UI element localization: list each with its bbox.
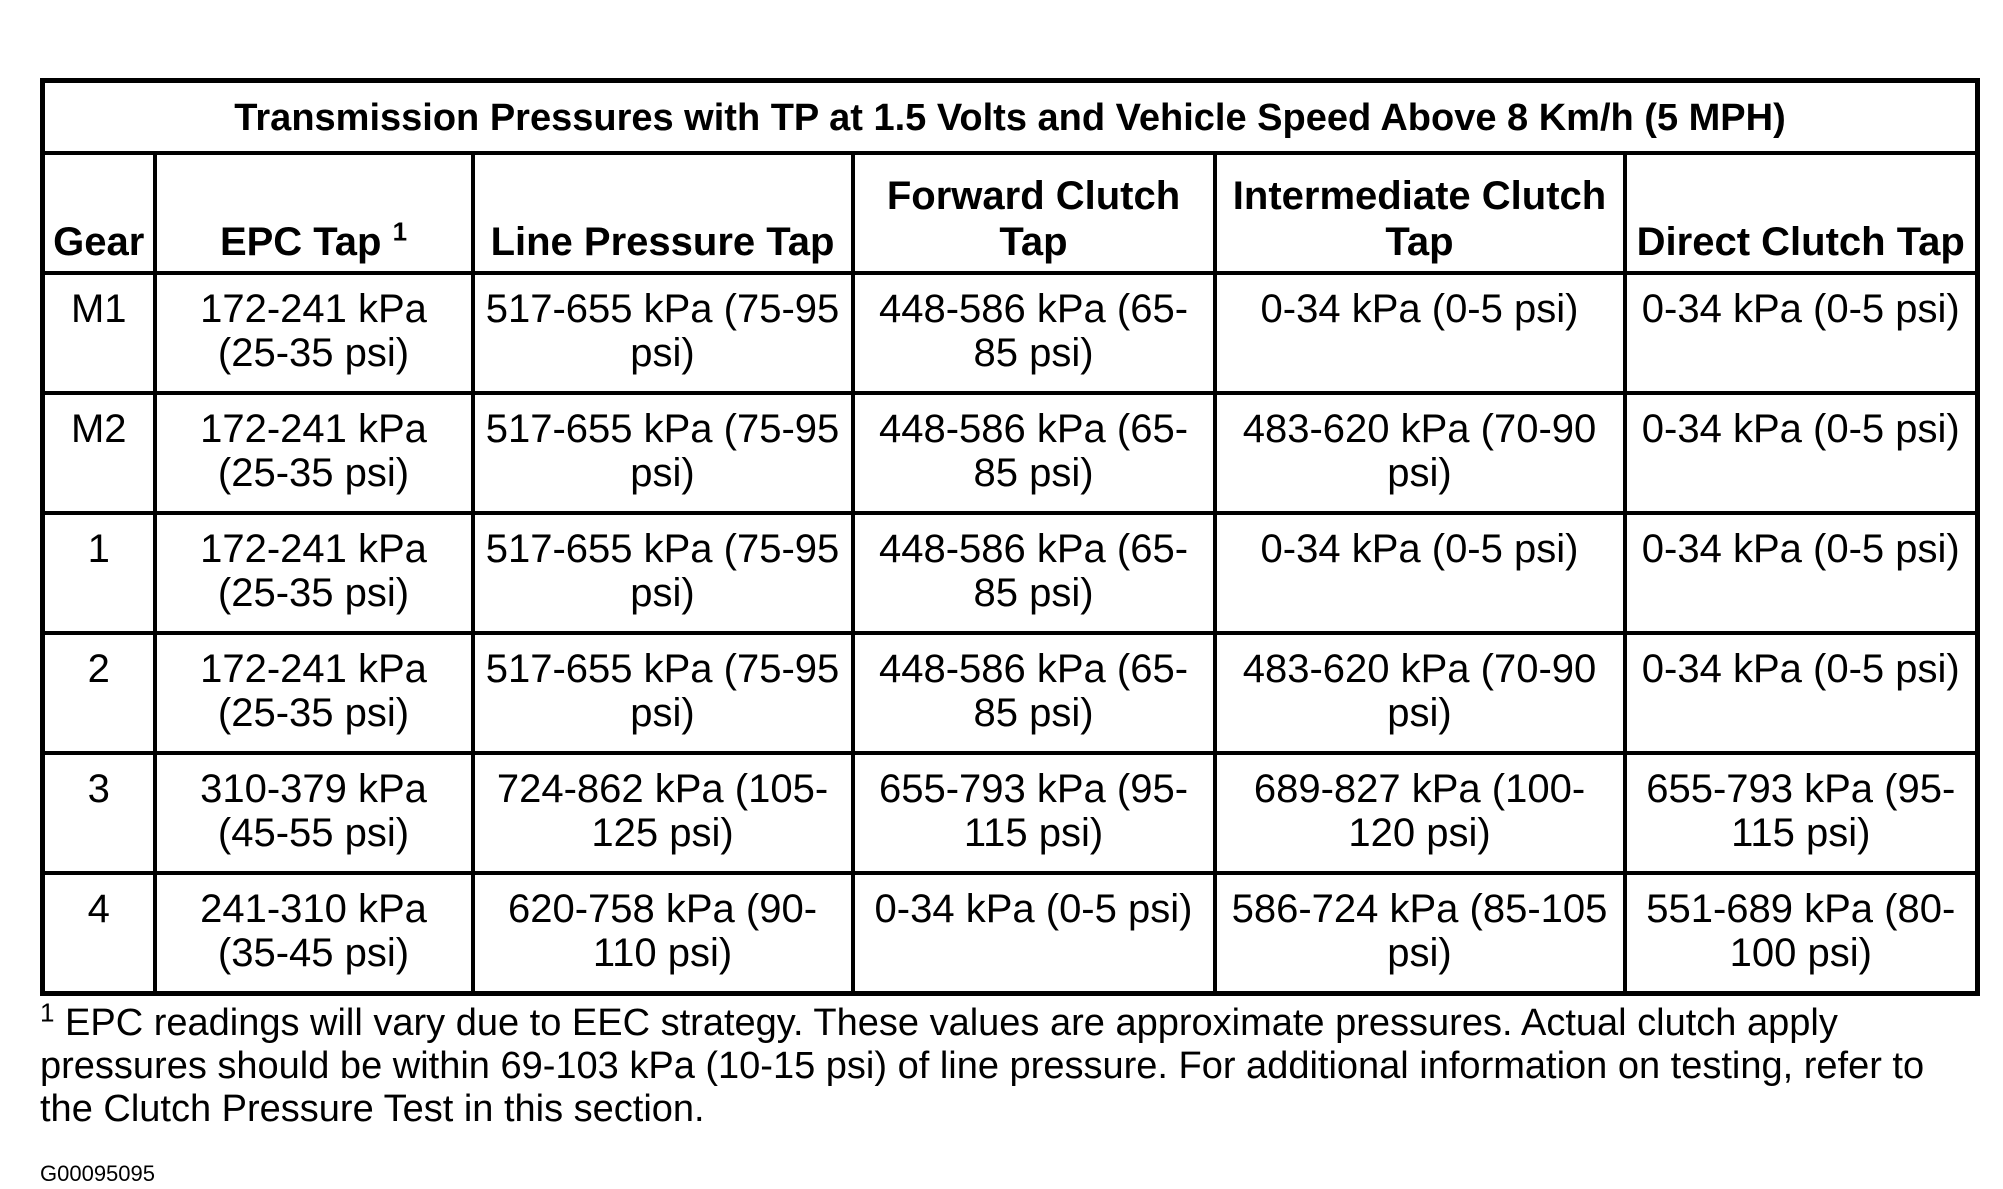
header-label: Line Pressure Tap (490, 220, 835, 264)
gear-cell: 3 (43, 753, 155, 873)
footnote (40, 997, 1975, 1131)
pressure-cell: 517-655 kPa (75-95 psi) (473, 273, 853, 393)
header-forward-clutch-tap (853, 153, 1215, 273)
pressure-cell: 517-655 kPa (75-95 psi) (473, 633, 853, 753)
header-gear (43, 153, 155, 273)
table-row (43, 513, 1978, 633)
header-direct-clutch-tap (1625, 153, 1978, 273)
pressure-cell: 310-379 kPa (45-55 psi) (155, 753, 473, 873)
pressure-table (40, 78, 1980, 996)
footnote-reference: 1 (392, 216, 408, 247)
pressure-cell: 689-827 kPa (100-120 psi) (1215, 753, 1625, 873)
pressure-cell: 172-241 kPa (25-35 psi) (155, 273, 473, 393)
header-label: EPC Tap (219, 220, 382, 264)
pressure-cell: 448-586 kPa (65-85 psi) (853, 273, 1215, 393)
pressure-cell: 0-34 kPa (0-5 psi) (1215, 273, 1625, 393)
pressure-cell: 172-241 kPa (25-35 psi) (155, 393, 473, 513)
figure-id: G00095095 (40, 1161, 155, 1186)
pressure-cell: 655-793 kPa (95-115 psi) (1625, 753, 1978, 873)
pressure-cell: 0-34 kPa (0-5 psi) (1215, 513, 1625, 633)
pressure-cell: 551-689 kPa (80-100 psi) (1625, 873, 1978, 994)
table-row (43, 753, 1978, 873)
table-row (43, 873, 1978, 994)
table-body (43, 273, 1978, 994)
pressure-cell: 0-34 kPa (0-5 psi) (1625, 393, 1978, 513)
pressure-cell: 0-34 kPa (0-5 psi) (853, 873, 1215, 994)
header-label: Forward Clutch Tap (886, 174, 1181, 264)
pressure-cell: 172-241 kPa (25-35 psi) (155, 633, 473, 753)
gear-cell: M1 (43, 273, 155, 393)
pressure-cell: 172-241 kPa (25-35 psi) (155, 513, 473, 633)
pressure-cell: 448-586 kPa (65-85 psi) (853, 633, 1215, 753)
pressure-cell: 241-310 kPa (35-45 psi) (155, 873, 473, 994)
pressure-cell: 517-655 kPa (75-95 psi) (473, 393, 853, 513)
pressure-cell: 655-793 kPa (95-115 psi) (853, 753, 1215, 873)
pressure-cell: 448-586 kPa (65-85 psi) (853, 393, 1215, 513)
footnote-text: EPC readings will vary due to EEC strategy. These values are approximate pressures. Actual clutch apply pressures should be within 69-103 kPa (10-15 psi) of line pressure. For additional information on testing, refer to the Clutch Pressure Test in this section. (40, 1002, 1925, 1130)
table-title: Transmission Pressures with TP at 1.5 Volts and Vehicle Speed Above 8 Km/h (5 MPH) (43, 81, 1978, 154)
header-line-pressure-tap (473, 153, 853, 273)
table-row (43, 633, 1978, 753)
footnote-marker: 1 (40, 997, 55, 1028)
header-row (43, 153, 1978, 273)
pressure-cell: 620-758 kPa (90-110 psi) (473, 873, 853, 994)
header-label: Direct Clutch Tap (1636, 220, 1965, 264)
gear-cell: 1 (43, 513, 155, 633)
pressure-cell: 724-862 kPa (105-125 psi) (473, 753, 853, 873)
header-label: Gear (53, 220, 145, 264)
gear-cell: 2 (43, 633, 155, 753)
gear-cell: 4 (43, 873, 155, 994)
pressure-cell: 448-586 kPa (65-85 psi) (853, 513, 1215, 633)
table-row (43, 273, 1978, 393)
pressure-cell: 483-620 kPa (70-90 psi) (1215, 633, 1625, 753)
header-intermediate-clutch-tap (1215, 153, 1625, 273)
pressure-cell: 586-724 kPa (85-105 psi) (1215, 873, 1625, 994)
pressure-cell: 0-34 kPa (0-5 psi) (1625, 513, 1978, 633)
pressure-cell: 0-34 kPa (0-5 psi) (1625, 633, 1978, 753)
pressure-cell: 0-34 kPa (0-5 psi) (1625, 273, 1978, 393)
document-page (40, 78, 1975, 1187)
pressure-cell: 483-620 kPa (70-90 psi) (1215, 393, 1625, 513)
header-label: Intermediate Clutch Tap (1232, 174, 1607, 264)
header-epc-tap (155, 153, 473, 273)
gear-cell: M2 (43, 393, 155, 513)
table-row (43, 393, 1978, 513)
pressure-cell: 517-655 kPa (75-95 psi) (473, 513, 853, 633)
